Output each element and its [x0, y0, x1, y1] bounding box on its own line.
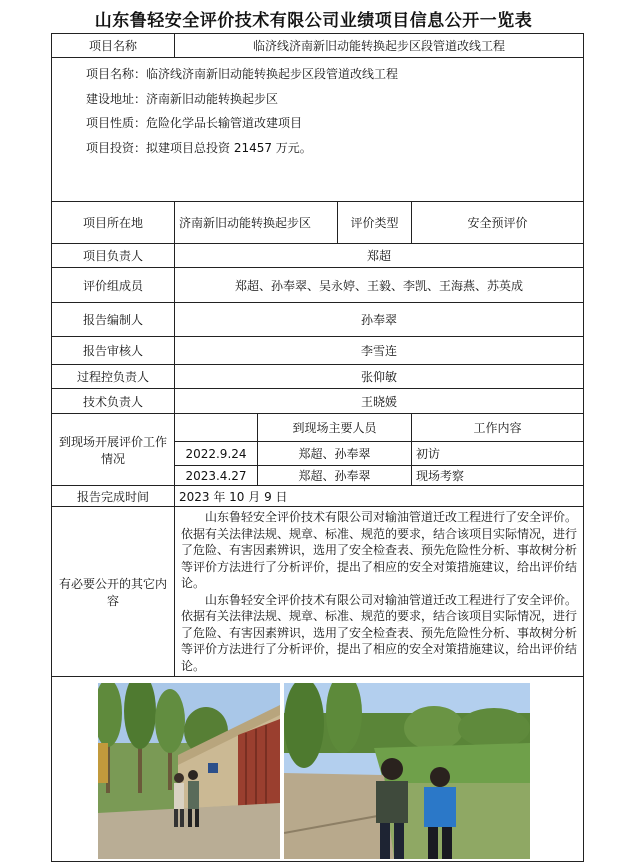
- row-process: [52, 365, 584, 389]
- row-completion: [52, 486, 584, 507]
- disclosure-paragraph: 山东鲁轻安全评价技术有限公司对输油管道迁改工程进行了安全评价。依据有关法律法规、规章、标准、规范的要求，结合该项目实际情况，进行了危险、有害因素辨识，选用了安全检查表、预先危险性分析、事故树分析等评价方法进行了分析评价，提出了相应的安全对策措施建议，给出评价结论。: [181, 592, 578, 673]
- row-photos: [52, 677, 584, 862]
- row-leader: [52, 244, 584, 268]
- completion-value: 2023 年 10 月 9 日: [175, 486, 584, 507]
- author-value: 孙奉翠: [175, 303, 584, 337]
- reviewer-value: 李雪连: [175, 337, 584, 365]
- site-date-header: [175, 414, 258, 442]
- disclosure-cell: [175, 507, 584, 677]
- overview-cell: [52, 58, 584, 202]
- project-name-label: 项目名称: [52, 34, 175, 58]
- project-name-value: 临济线济南新旧动能转换起步区段管道改线工程: [175, 34, 584, 58]
- photos-cell: [52, 677, 584, 862]
- leader-value: 郑超: [175, 244, 584, 268]
- disclosure-label: 有必要公开的其它内容: [52, 507, 175, 677]
- site-staff: 郑超、孙奉翠: [258, 442, 412, 466]
- members-value: 郑超、孙奉翠、吴永婷、王毅、李凯、王海燕、苏英成: [175, 268, 584, 303]
- site-photo-gate: [98, 683, 280, 859]
- overview-line: 建设地址：济南新旧动能转换起步区: [86, 91, 279, 106]
- row-members: [52, 268, 584, 303]
- row-author: [52, 303, 584, 337]
- site-date: 2023.4.27: [175, 466, 258, 486]
- row-site-header: [52, 414, 584, 442]
- author-label: 报告编制人: [52, 303, 175, 337]
- location-value: 济南新旧动能转换起步区: [175, 202, 338, 244]
- completion-label: 报告完成时间: [52, 486, 175, 507]
- row-project-name: [52, 34, 584, 58]
- project-info-table: [51, 33, 584, 862]
- overview-line: 项目名称：临济线济南新旧动能转换起步区段管道改线工程: [86, 67, 399, 81]
- reviewer-label: 报告审核人: [52, 337, 175, 365]
- overview-line: 项目投资：拟建项目总投资 21457 万元。: [86, 140, 312, 155]
- site-date: 2022.9.24: [175, 442, 258, 466]
- row-location: [52, 202, 584, 244]
- site-staff: 郑超、孙奉翠: [258, 466, 412, 486]
- site-work-header: 工作内容: [412, 414, 584, 442]
- site-work: 现场考察: [412, 466, 584, 486]
- eval-type-value: 安全预评价: [412, 202, 584, 244]
- site-label: 到现场开展评价工作情况: [52, 414, 175, 486]
- row-overview: [52, 58, 584, 202]
- row-disclosure: [52, 507, 584, 677]
- location-label: 项目所在地: [52, 202, 175, 244]
- page-title: 山东鲁轻安全评价技术有限公司业绩项目信息公开一览表: [94, 11, 533, 31]
- tech-value: 王晓媛: [175, 389, 584, 414]
- process-label: 过程控负责人: [52, 365, 175, 389]
- members-label: 评价组成员: [52, 268, 175, 303]
- row-reviewer: [52, 337, 584, 365]
- site-staff-header: 到现场主要人员: [258, 414, 412, 442]
- site-photo-field: [284, 683, 530, 859]
- process-value: 张仰敏: [175, 365, 584, 389]
- row-tech: [52, 389, 584, 414]
- leader-label: 项目负责人: [52, 244, 175, 268]
- eval-type-label: 评价类型: [338, 202, 412, 244]
- tech-label: 技术负责人: [52, 389, 175, 414]
- overview-line: 项目性质：危险化学品长输管道改建项目: [86, 116, 303, 130]
- disclosure-paragraph: 山东鲁轻安全评价技术有限公司对输油管道迁改工程进行了安全评价。依据有关法律法规、规章、标准、规范的要求，结合该项目实际情况，进行了危险、有害因素辨识，选用了安全检查表、预先危险性分析、事故树分析等评价方法进行了分析评价，提出了相应的安全对策措施建议，给出评价结论。: [181, 510, 578, 590]
- site-work: 初访: [412, 442, 584, 466]
